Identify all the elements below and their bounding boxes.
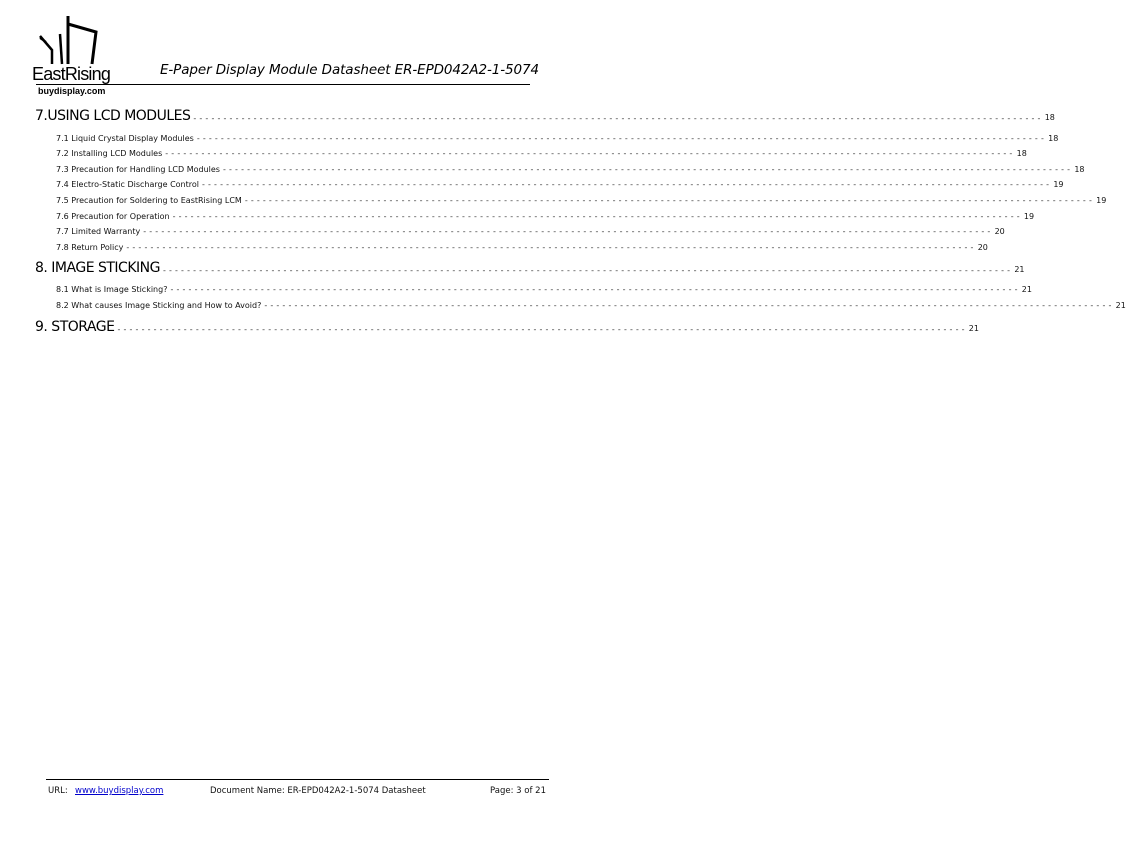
eastrising-logo-mark-icon	[38, 14, 110, 66]
toc-item-title: 7.6 Precaution for Operation	[56, 211, 170, 221]
toc-page-number: 18	[1048, 133, 1059, 143]
toc-item-8-1[interactable]	[35, 280, 1032, 296]
toc-section-7[interactable]	[35, 107, 1055, 124]
footer-url-label: URL:	[48, 786, 68, 796]
logo-name: EastRising	[32, 64, 111, 84]
toc-item-8-2[interactable]	[35, 295, 1126, 311]
header-divider	[36, 84, 530, 85]
footer-url-link[interactable]: www.buydisplay.com	[75, 786, 164, 796]
toc-item-title: 7.1 Liquid Crystal Display Modules	[56, 133, 194, 143]
toc-item-title: 7.5 Precaution for Soldering to EastRising LCM	[56, 195, 242, 205]
toc-item-7-5[interactable]	[35, 190, 1107, 206]
toc-item-7-3[interactable]	[35, 159, 1085, 175]
toc-item-title: 7.8 Return Policy	[56, 242, 124, 252]
toc-leader: - - - - - - - - - - - - - - - - - - - - - - - - - - - - - - - - - - - - - - - - - - - - - - - - - - - - - - - - - - - - - - - - - - - - - - - - - - - - - - - - - - - - - - - - - - - - - - - - - - - - - - - - - - - - - - - - - - - - - - - - - - - - - - - - - - - - - - - - - - - - -	[165, 149, 1013, 159]
toc-page-number: 19	[1023, 211, 1035, 221]
toc-item-7-1[interactable]	[35, 128, 1059, 144]
toc-page-number: 19	[1096, 195, 1107, 205]
toc-page-number: 21	[1115, 300, 1126, 310]
company-logo	[32, 14, 128, 98]
toc-leader: - - - - - - - - - - - - - - - - - - - - - - - - - - - - - - - - - - - - - - - - - - - - - - - - - - - - - - - - - - - - - - - - - - - - - - - - - - - - - - - - - - - - - - - - - - - - - - - - - - - - - - - - - - - - - - - - - - - - - - - - - - - - - - - - - - - - - - - - - - - - -	[193, 114, 1041, 123]
toc-item-7-4[interactable]	[35, 175, 1064, 191]
footer-document-name: Document Name: ER-EPD042A2-1-5074 Datasheet	[210, 786, 426, 796]
toc-leader: - - - - - - - - - - - - - - - - - - - - - - - - - - - - - - - - - - - - - - - - - - - - - - - - - - - - - - - - - - - - - - - - - - - - - - - - - - - - - - - - - - - - - - - - - - - - - - - - - - - - - - - - - - - - - - - - - - - - - - - - - - - - - - - - - - - - - - - - - - - - -	[117, 324, 965, 334]
toc-page-number: 21	[968, 323, 979, 333]
toc-leader: - - - - - - - - - - - - - - - - - - - - - - - - - - - - - - - - - - - - - - - - - - - - - - - - - - - - - - - - - - - - - - - - - - - - - - - - - - - - - - - - - - - - - - - - - - - - - - - - - - - - - - - - - - - - - - - - - - - - - - - - - - - - - - - - - - - - - - - - - - - - -	[172, 211, 1020, 221]
toc-item-title: 7.4 Electro-Static Discharge Control	[56, 180, 199, 190]
toc-leader: - - - - - - - - - - - - - - - - - - - - - - - - - - - - - - - - - - - - - - - - - - - - - - - - - - - - - - - - - - - - - - - - - - - - - - - - - - - - - - - - - - - - - - - - - - - - - - - - - - - - - - - - - - - - - - - - - - - - - - - - - - - - - - - - - - - - - - - - - - - - -	[162, 265, 1011, 275]
toc-leader: - - - - - - - - - - - - - - - - - - - - - - - - - - - - - - - - - - - - - - - - - - - - - - - - - - - - - - - - - - - - - - - - - - - - - - - - - - - - - - - - - - - - - - - - - - - - - - - - - - - - - - - - - - - - - - - - - - - - - - - - - - - - - - - - - - - - - - - - - - - - -	[196, 133, 1045, 143]
page-title: E-Paper Display Module Datasheet ER-EPD042A2-1-5074	[159, 62, 539, 78]
toc-page-number: 18	[1016, 149, 1027, 159]
toc-section-title: 9. STORAGE	[35, 318, 115, 335]
toc-section-9[interactable]	[35, 318, 979, 335]
toc-leader: - - - - - - - - - - - - - - - - - - - - - - - - - - - - - - - - - - - - - - - - - - - - - - - - - - - - - - - - - - - - - - - - - - - - - - - - - - - - - - - - - - - - - - - - - - - - - - - - - - - - - - - - - - - - - - - - - - - - - - - - - - - - - - - - - - - - - - - - - - - - -	[202, 180, 1050, 190]
toc-item-title: 8.2 What causes Image Sticking and How to Avoid?	[56, 300, 262, 310]
table-of-contents	[35, 107, 1126, 339]
toc-leader: - - - - - - - - - - - - - - - - - - - - - - - - - - - - - - - - - - - - - - - - - - - - - - - - - - - - - - - - - - - - - - - - - - - - - - - - - - - - - - - - - - - - - - - - - - - - - - - - - - - - - - - - - - - - - - - - - - - - - - - - - - - - - - - - - - - - - - - - - - - - -	[244, 195, 1093, 205]
toc-page-number: 21	[1014, 264, 1025, 274]
toc-page-number: 20	[994, 227, 1005, 237]
toc-item-7-6[interactable]	[35, 206, 1035, 222]
toc-leader: - - - - - - - - - - - - - - - - - - - - - - - - - - - - - - - - - - - - - - - - - - - - - - - - - - - - - - - - - - - - - - - - - - - - - - - - - - - - - - - - - - - - - - - - - - - - - - - - - - - - - - - - - - - - - - - - - - - - - - - - - - - - - - - - - - - - - - - - - - - - -	[222, 164, 1071, 174]
toc-leader: - - - - - - - - - - - - - - - - - - - - - - - - - - - - - - - - - - - - - - - - - - - - - - - - - - - - - - - - - - - - - - - - - - - - - - - - - - - - - - - - - - - - - - - - - - - - - - - - - - - - - - - - - - - - - - - - - - - - - - - - - - - - - - - - - - - - - - - - - - - - -	[126, 242, 974, 252]
footer-divider	[46, 779, 549, 780]
toc-item-title: 8.1 What is Image Sticking?	[56, 285, 168, 295]
toc-section-8[interactable]	[35, 259, 1025, 276]
logo-url: buydisplay.com	[38, 86, 106, 96]
toc-leader: - - - - - - - - - - - - - - - - - - - - - - - - - - - - - - - - - - - - - - - - - - - - - - - - - - - - - - - - - - - - - - - - - - - - - - - - - - - - - - - - - - - - - - - - - - - - - - - - - - - - - - - - - - - - - - - - - - - - - - - - - - - - - - - - - - - - - - - - - - - - -	[264, 300, 1112, 310]
toc-section-title: 7.USING LCD MODULES	[35, 108, 191, 124]
toc-item-7-2[interactable]	[35, 144, 1027, 160]
toc-item-title: 7.7 Limited Warranty	[56, 227, 141, 237]
toc-page-number: 20	[977, 242, 988, 252]
footer-page-info: Page: 3 of 21	[490, 786, 546, 796]
toc-item-title: 7.3 Precaution for Handling LCD Modules	[56, 164, 220, 174]
toc-item-title: 7.2 Installing LCD Modules	[56, 149, 163, 159]
toc-page-number: 19	[1053, 180, 1064, 190]
toc-page-number: 18	[1074, 164, 1085, 174]
toc-section-title: 8. IMAGE STICKING	[35, 259, 160, 276]
toc-page-number: 21	[1021, 285, 1032, 295]
toc-leader: - - - - - - - - - - - - - - - - - - - - - - - - - - - - - - - - - - - - - - - - - - - - - - - - - - - - - - - - - - - - - - - - - - - - - - - - - - - - - - - - - - - - - - - - - - - - - - - - - - - - - - - - - - - - - - - - - - - - - - - - - - - - - - - - - - - - - - - - - - - - -	[170, 285, 1018, 295]
toc-page-number: 18	[1044, 113, 1055, 122]
toc-leader: - - - - - - - - - - - - - - - - - - - - - - - - - - - - - - - - - - - - - - - - - - - - - - - - - - - - - - - - - - - - - - - - - - - - - - - - - - - - - - - - - - - - - - - - - - - - - - - - - - - - - - - - - - - - - - - - - - - - - - - - - - - - - - - - - - - - - - - - - - - - -	[143, 227, 991, 237]
page-footer	[48, 786, 548, 798]
toc-item-7-7[interactable]	[35, 222, 1005, 238]
toc-item-7-8[interactable]	[35, 237, 988, 253]
